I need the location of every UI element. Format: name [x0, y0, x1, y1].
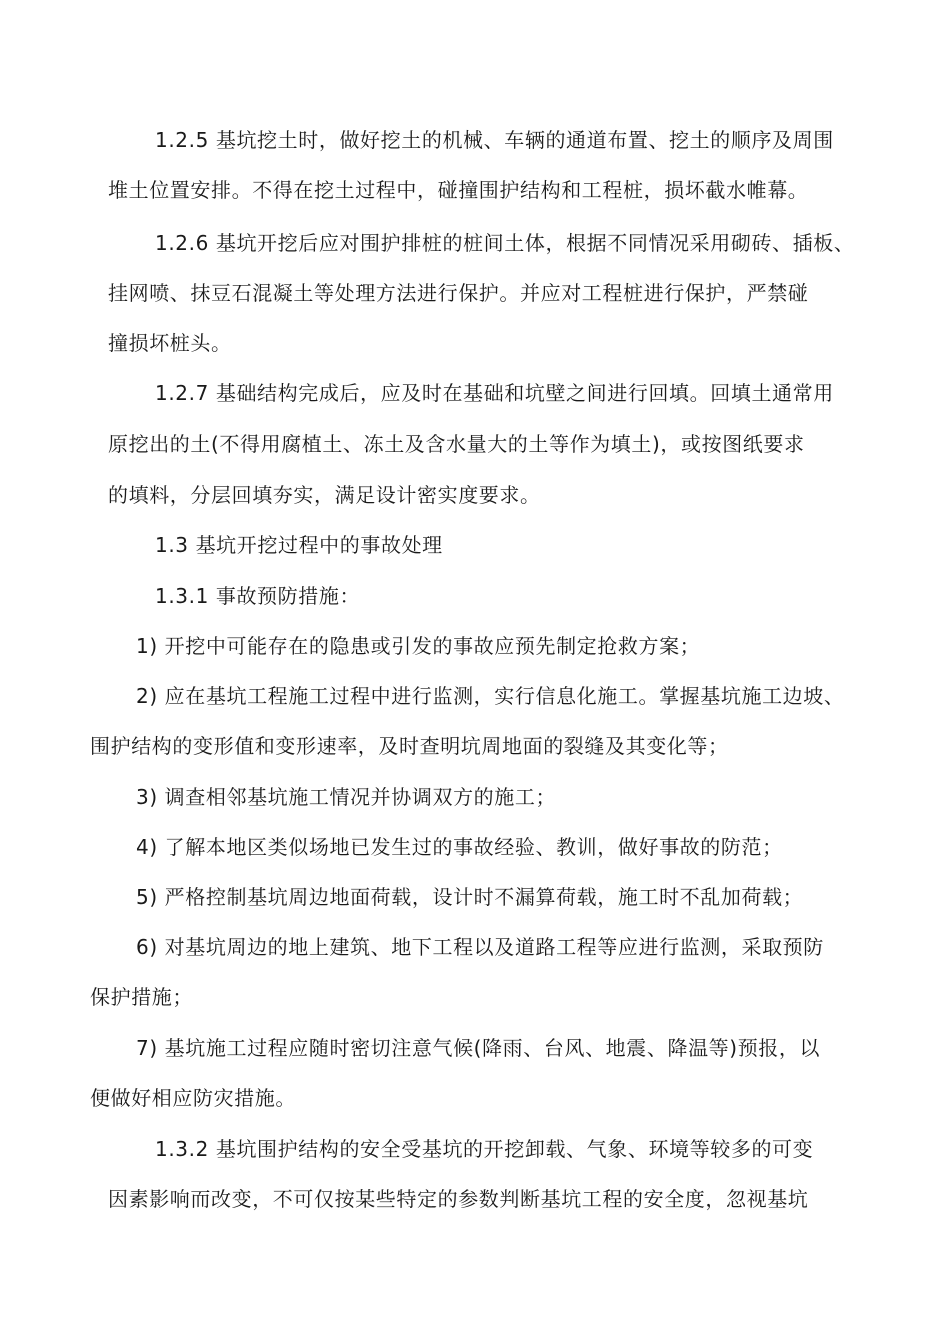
text-line: 保护措施； — [90, 985, 193, 1009]
list-item: 7) 基坑施工过程应随时密切注意气候(降雨、台风、地震、降温等)预报，以 — [136, 1036, 821, 1060]
section-heading: 1.3 基坑开挖过程中的事故处理 — [155, 533, 443, 557]
subsection-heading: 1.3.1 事故预防措施： — [155, 584, 361, 608]
text-line: 的填料，分层回填夯实，满足设计密实度要求。 — [108, 483, 541, 507]
list-item: 3) 调查相邻基坑施工情况并协调双方的施工； — [136, 785, 557, 809]
list-item: 2) 应在基坑工程施工过程中进行监测，实行信息化施工。掌握基坑施工边坡、 — [136, 684, 845, 708]
list-item: 5) 严格控制基坑周边地面荷载，设计时不漏算荷载，施工时不乱加荷载； — [136, 885, 804, 909]
text-line: 堆土位置安排。不得在挖土过程中，碰撞围护结构和工程桩，损坏截水帷幕。 — [108, 178, 809, 202]
text-line: 原挖出的土(不得用腐植土、冻土及含水量大的土等作为填土)，或按图纸要求 — [108, 432, 805, 456]
text-line: 1.3.2 基坑围护结构的安全受基坑的开挖卸载、气象、环境等较多的可变 — [155, 1137, 814, 1161]
text-line: 1.2.6 基坑开挖后应对围护排桩的桩间土体，根据不同情况采用砌砖、插板、 — [155, 231, 855, 255]
text-line: 挂网喷、抹豆石混凝土等处理方法进行保护。并应对工程桩进行保护，严禁碰 — [108, 281, 809, 305]
text-line: 因素影响而改变，不可仅按某些特定的参数判断基坑工程的安全度，忽视基坑 — [108, 1187, 809, 1211]
list-item: 1) 开挖中可能存在的隐患或引发的事故应预先制定抢救方案； — [136, 634, 701, 658]
text-line: 围护结构的变形值和变形速率，及时查明坑周地面的裂缝及其变化等； — [90, 734, 729, 758]
text-line: 撞损坏桩头。 — [108, 331, 232, 355]
list-item: 4) 了解本地区类似场地已发生过的事故经验、教训，做好事故的防范； — [136, 835, 783, 859]
text-line: 1.2.5 基坑挖土时，做好挖土的机械、车辆的通道布置、挖土的顺序及周围 — [155, 128, 834, 152]
list-item: 6) 对基坑周边的地上建筑、地下工程以及道路工程等应进行监测，采取预防 — [136, 935, 824, 959]
text-line: 1.2.7 基础结构完成后，应及时在基础和坑壁之间进行回填。回填土通常用 — [155, 381, 834, 405]
text-line: 便做好相应防灾措施。 — [90, 1086, 296, 1110]
